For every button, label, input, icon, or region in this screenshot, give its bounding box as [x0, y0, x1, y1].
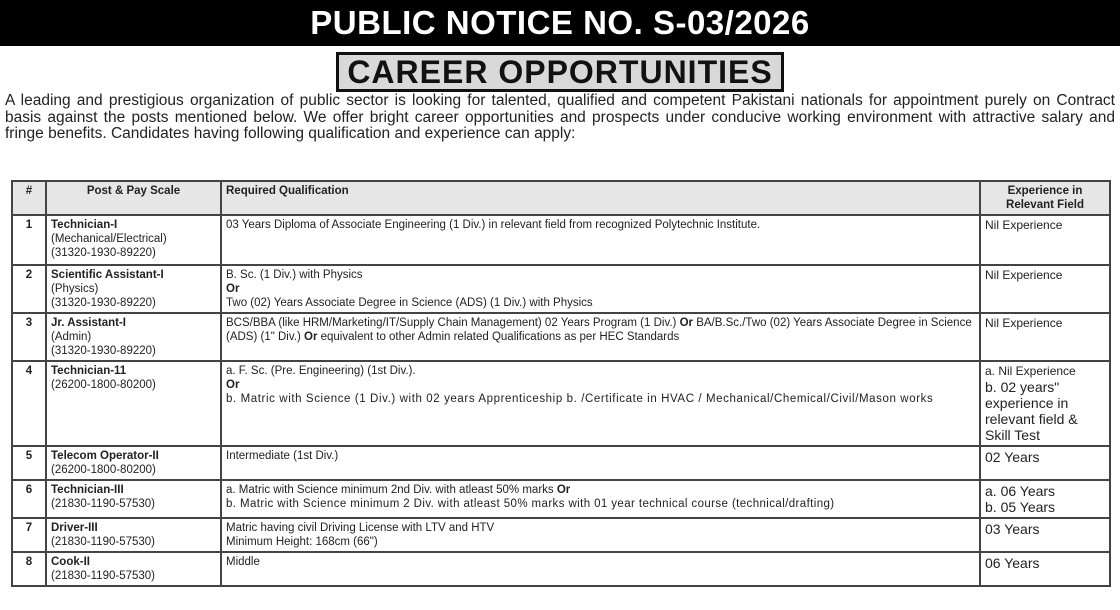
- post-cell: [46, 518, 221, 552]
- qualification-text: Minimum Height: 168cm (66"): [226, 536, 378, 548]
- career-opportunities-heading: CAREER OPPORTUNITIES: [336, 52, 783, 92]
- table-row: [12, 446, 1110, 480]
- header-qualification: Required Qualification: [221, 181, 980, 215]
- qualification-text: Intermediate (1st Div.): [226, 450, 339, 462]
- experience-cell: [980, 361, 1110, 446]
- pay-scale: (26200-1800-80200): [51, 464, 156, 476]
- post-cell: [46, 446, 221, 480]
- row-number: 1: [12, 215, 46, 265]
- experience-option-a: a. Nil Experience: [985, 364, 1076, 378]
- qualification-cell: [221, 361, 980, 446]
- header-experience: [980, 181, 1110, 215]
- qualification-text: Matric having civil Driving License with LTV and HTV: [226, 522, 495, 534]
- qualification-text: a. Matric with Science minimum 2nd Div. with atleast 50% marks: [226, 484, 554, 496]
- qualification-text: equivalent to other Admin related Qualifications as per HEC Standards: [320, 331, 680, 343]
- header-num: #: [12, 181, 46, 215]
- qualification-cell: [221, 552, 980, 586]
- row-number: 6: [12, 480, 46, 518]
- experience-cell: [980, 480, 1110, 518]
- qualification-text: b. Matric with Science (1 Div.) with 02 years Apprenticeship b. /Certificate in HVAC / Mechanical/Chemical/Civil/Mason works: [226, 393, 934, 405]
- pay-scale: (31320-1930-89220): [51, 247, 156, 259]
- post-cell: [46, 361, 221, 446]
- qualification-text: Middle: [226, 556, 260, 568]
- post-title: Cook-II: [51, 556, 90, 568]
- post-title: Scientific Assistant-I: [51, 269, 164, 281]
- or-label: Or: [556, 484, 571, 496]
- post-title: Jr. Assistant-I: [51, 317, 126, 329]
- post-cell: [46, 215, 221, 265]
- qualification-text: BCS/BBA (like HRM/Marketing/IT/Supply Chain Management) 02 Years Program (1 Div.): [226, 317, 677, 329]
- experience-cell: 03 Years: [980, 518, 1110, 552]
- qualification-text: b. Matric with Science minimum 2 Div. with atleast 50% marks with 01 year technical course (technical/drafting): [226, 498, 835, 510]
- experience-cell: Nil Experience: [980, 215, 1110, 265]
- experience-cell: Nil Experience: [980, 265, 1110, 313]
- header-post: Post & Pay Scale: [46, 181, 221, 215]
- pay-scale: (26200-1800-80200): [51, 379, 156, 391]
- or-label: Or: [226, 379, 240, 391]
- post-title: Technician-I: [51, 219, 118, 231]
- table-row: [12, 265, 1110, 313]
- post-cell: [46, 265, 221, 313]
- post-title: Technician-III: [51, 484, 124, 496]
- post-cell: [46, 552, 221, 586]
- qualification-cell: [221, 313, 980, 361]
- qualification-text: BA/B.Sc./Two (02) Years Associate Degree in Science (ADS) (1" Div.): [226, 317, 972, 343]
- table-row: [12, 552, 1110, 586]
- post-discipline: (Physics): [51, 283, 99, 295]
- experience-option-b: b. 02 years" experience in relevant field & Skill Test: [985, 379, 1078, 443]
- posts-table: [11, 180, 1111, 587]
- qualification-cell: [221, 215, 980, 265]
- table-row: [12, 480, 1110, 518]
- or-label: Or: [679, 317, 694, 329]
- row-number: 5: [12, 446, 46, 480]
- post-title: Driver-III: [51, 522, 98, 534]
- qualification-text: a. F. Sc. (Pre. Engineering) (1st Div.).: [226, 365, 416, 377]
- row-number: 4: [12, 361, 46, 446]
- header-experience-line1: Experience in: [1007, 185, 1083, 197]
- notice-title: PUBLIC NOTICE NO. S-03/2026: [0, 0, 1120, 46]
- qualification-cell: [221, 480, 980, 518]
- pay-scale: (31320-1930-89220): [51, 345, 156, 357]
- table-row: [12, 215, 1110, 265]
- or-label: Or: [304, 331, 318, 343]
- pay-scale: (21830-1190-57530): [51, 536, 156, 548]
- row-number: 3: [12, 313, 46, 361]
- table-row: [12, 518, 1110, 552]
- experience-cell: 02 Years: [980, 446, 1110, 480]
- qualification-cell: [221, 446, 980, 480]
- pay-scale: (21830-1190-57530): [51, 570, 156, 582]
- row-number: 8: [12, 552, 46, 586]
- experience-option-a: a. 06 Years: [985, 483, 1056, 499]
- pay-scale: (31320-1930-89220): [51, 297, 156, 309]
- experience-option-b: b. 05 Years: [985, 499, 1056, 515]
- table-header-row: [12, 181, 1110, 215]
- intro-paragraph: A leading and prestigious organization of public sector is looking for talented, qualified and competent Pakistani nationals for appointment purely on Contract basis against the posts mentioned below. We offer bright career opportunities and prospects under conducive working environment with attractive salary and fringe benefits. Candidates having following qualification and experience can apply:: [5, 92, 1115, 142]
- post-cell: [46, 480, 221, 518]
- post-title: Telecom Operator-II: [51, 450, 159, 462]
- qualification-text: B. Sc. (1 Div.) with Physics: [226, 269, 363, 281]
- table-row: [12, 361, 1110, 446]
- experience-cell: 06 Years: [980, 552, 1110, 586]
- qualification-text: 03 Years Diploma of Associate Engineering (1 Div.) in relevant field from recognized Polytechnic Institute.: [226, 219, 761, 231]
- or-label: Or: [226, 283, 240, 295]
- post-cell: [46, 313, 221, 361]
- post-discipline: (Mechanical/Electrical): [51, 233, 167, 245]
- header-experience-line2: Relevant Field: [1006, 199, 1084, 211]
- qualification-cell: [221, 518, 980, 552]
- table-row: [12, 313, 1110, 361]
- post-discipline: (Admin): [51, 331, 92, 343]
- qualification-cell: [221, 265, 980, 313]
- qualification-text: Two (02) Years Associate Degree in Science (ADS) (1 Div.) with Physics: [226, 297, 593, 309]
- row-number: 2: [12, 265, 46, 313]
- row-number: 7: [12, 518, 46, 552]
- experience-cell: Nil Experience: [980, 313, 1110, 361]
- pay-scale: (21830-1190-57530): [51, 498, 156, 510]
- post-title: Technician-11: [51, 365, 127, 377]
